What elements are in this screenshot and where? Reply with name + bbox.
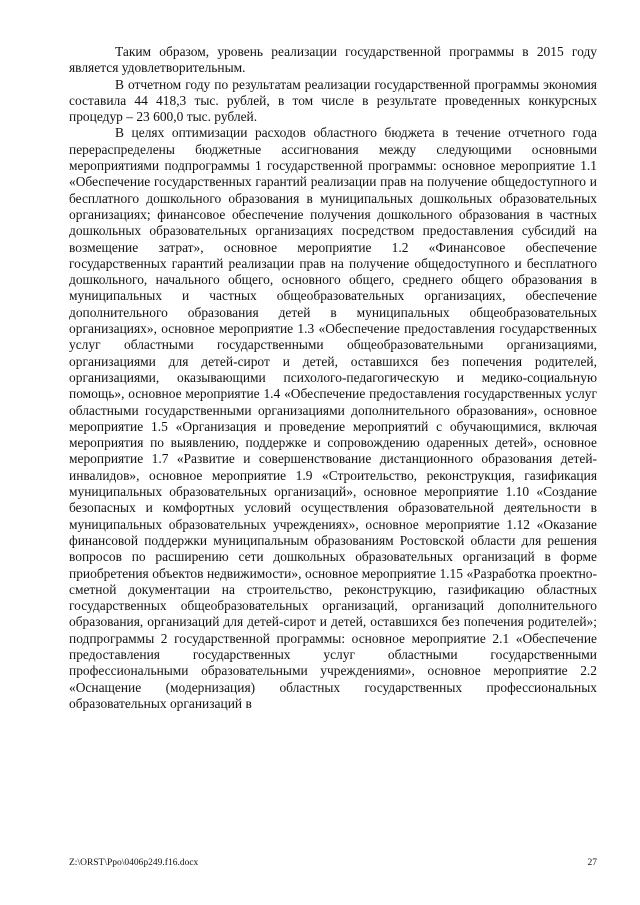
page-footer [69, 857, 597, 871]
paragraph-budget-reallocation: В целях оптимизации расходов областного бюджета в течение отчетного года перераспределены бюджетные ассигнования между следующими основными мероприятиями подпрограммы 1 государственной программы: основное мероприятие 1.1 «Обеспечение государственных гарантий реализации прав на получение общедоступного и бесплатного дошкольного образования в муниципальных дошкольных образовательных организациях; финансовое обеспечение получения дошкольного образования в частных дошкольных образовательных организациях посредством предоставления субсидий на возмещение затрат», основное мероприятие 1.2 «Финансовое обеспечение государственных гарантий реализации прав на получение общедоступного и бесплатного дошкольного, начального общего, основного общего, среднего общего образования в муниципальных и частных общеобразовательных организациях, обеспечение дополнительного образования детей в муниципальных общеобразовательных организациях», основное мероприятие 1.3 «Обеспечение предоставления государственных услуг областными государственными общеобразовательными организациями, организациями для детей-сирот и детей, оставшихся без попечения родителей, организациями, оказывающими психолого-педагогическую и медико-социальную помощь», основное мероприятие 1.4 «Обеспечение предоставления государственных услуг областными государственными организациями дополнительного образования», основное мероприятие 1.5 «Организация и проведение мероприятий с обучающимися, включая мероприятия по выявлению, поддержке и сопровождению одаренных детей», основное мероприятие 1.7 «Развитие и совершенствование дистанционного образования детей-инвалидов», основное мероприятие 1.9 «Строительство, реконструкция, газификация муниципальных образовательных организаций», основное мероприятие 1.10 «Создание безопасных и комфортных условий осуществления образовательной деятельности в муниципальных образовательных учреждениях», основное мероприятие 1.12 «Оказание финансовой поддержки муниципальным образованиям Ростовской области для решения вопросов по расширению сети дошкольных образовательных организаций в форме приобретения объектов недвижимости», основное мероприятие 1.15 «Разработка проектно-сметной документации на строительство, реконструкцию, газификацию областных государственных общеобразовательных организаций, организаций дополнительного образования, организаций для детей-сирот и детей, оставшихся без попечения родителей»; подпрограммы 2 государственной программы: основное мероприятие 2.1 «Обеспечение предоставления государственных услуг областными государственными профессиональными образовательными учреждениями», основное мероприятие 2.2 «Оснащение (модернизация) областных государственных профессиональных образовательных организаций в [69, 125, 597, 711]
document-body [69, 44, 597, 712]
paragraph-program-assessment: Таким образом, уровень реализации государственной программы в 2015 году является удовлетворительным. [69, 44, 597, 76]
paragraph-savings: В отчетном году по результатам реализации государственной программы экономия составила 44 418,3 тыс. рублей, в том числе в результате проведенных конкурсных процедур – 23 600,0 тыс. рублей. [69, 76, 597, 125]
footer-file-path: Z:\ORST\Ppo\0406p249.f16.docx [69, 858, 199, 868]
page-number: 27 [587, 858, 597, 868]
